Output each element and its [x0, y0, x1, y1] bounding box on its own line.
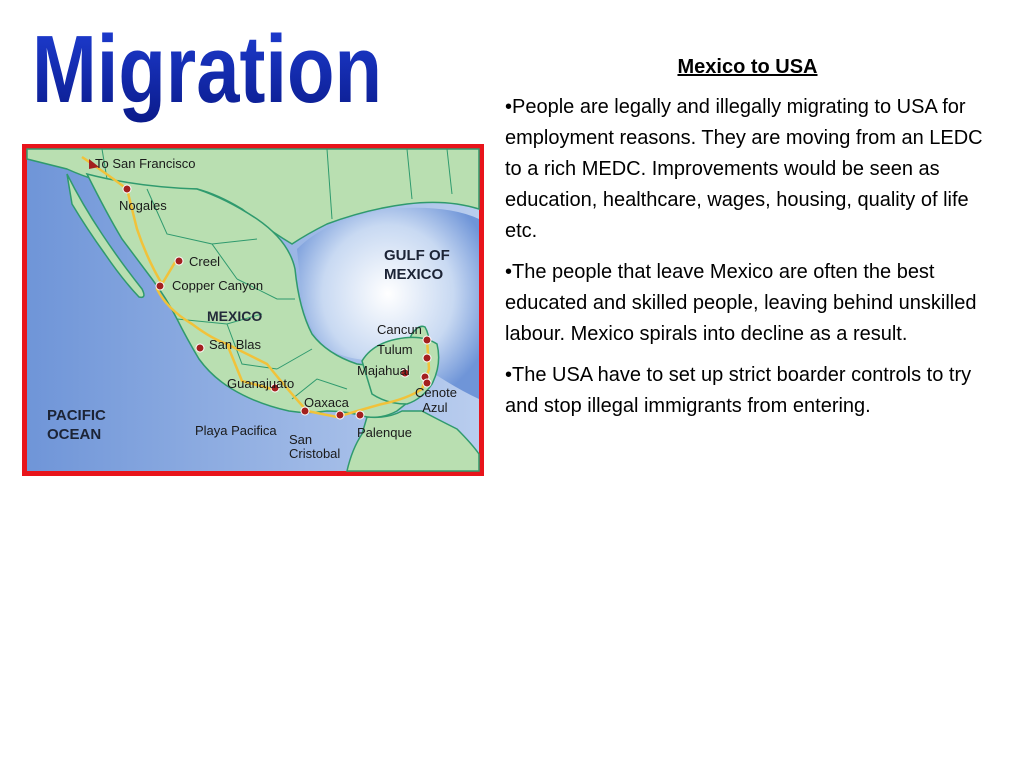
- content-text: [505, 52, 990, 432]
- label-playa-pacifica: Playa Pacifica: [195, 423, 277, 438]
- label-cenote-azul: Cenote Azul: [415, 385, 457, 415]
- paragraph-employment: •People are legally and illegally migrating to USA for employment reasons. They are moving from an LEDC to a rich MEDC. Improvements would be seen as education, healthcare, wages, housing, quality of life etc.: [505, 96, 983, 242]
- label-creel: Creel: [189, 254, 221, 269]
- label-san-blas: San Blas: [209, 337, 262, 352]
- label-palenque: Palenque: [357, 425, 412, 440]
- label-copper-canyon: Copper Canyon: [172, 278, 264, 293]
- label-san-cristobal: San Cristobal: [289, 432, 341, 461]
- label-mexico: MEXICO: [207, 308, 263, 324]
- section-heading: Mexico to USA: [677, 56, 818, 78]
- label-guanajuato: Guanajuato: [227, 376, 295, 391]
- label-tulum: Tulum: [377, 342, 413, 357]
- title-text: Migration: [32, 16, 382, 123]
- mexico-map: [22, 144, 484, 476]
- paragraph-brain-drain: •The people that leave Mexico are often the best educated and skilled people, leaving behind unskilled labour. Mexico spirals into decline as a result.: [505, 261, 977, 345]
- label-majahual: Majahual: [357, 363, 410, 378]
- paragraph-border-controls: •The USA have to set up strict boarder controls to try and stop illegal immigrants from entering.: [505, 364, 972, 417]
- label-oaxaca: Oaxaca: [304, 395, 349, 410]
- label-to-san-francisco: To San Francisco: [95, 156, 196, 171]
- label-cancun: Cancun: [377, 322, 422, 337]
- slide-title: [22, 10, 392, 123]
- label-pacific-ocean: PACIFIC OCEAN: [47, 407, 106, 443]
- label-nogales: Nogales: [119, 198, 167, 213]
- label-gulf-of-mexico: GULF OF MEXICO: [384, 247, 450, 283]
